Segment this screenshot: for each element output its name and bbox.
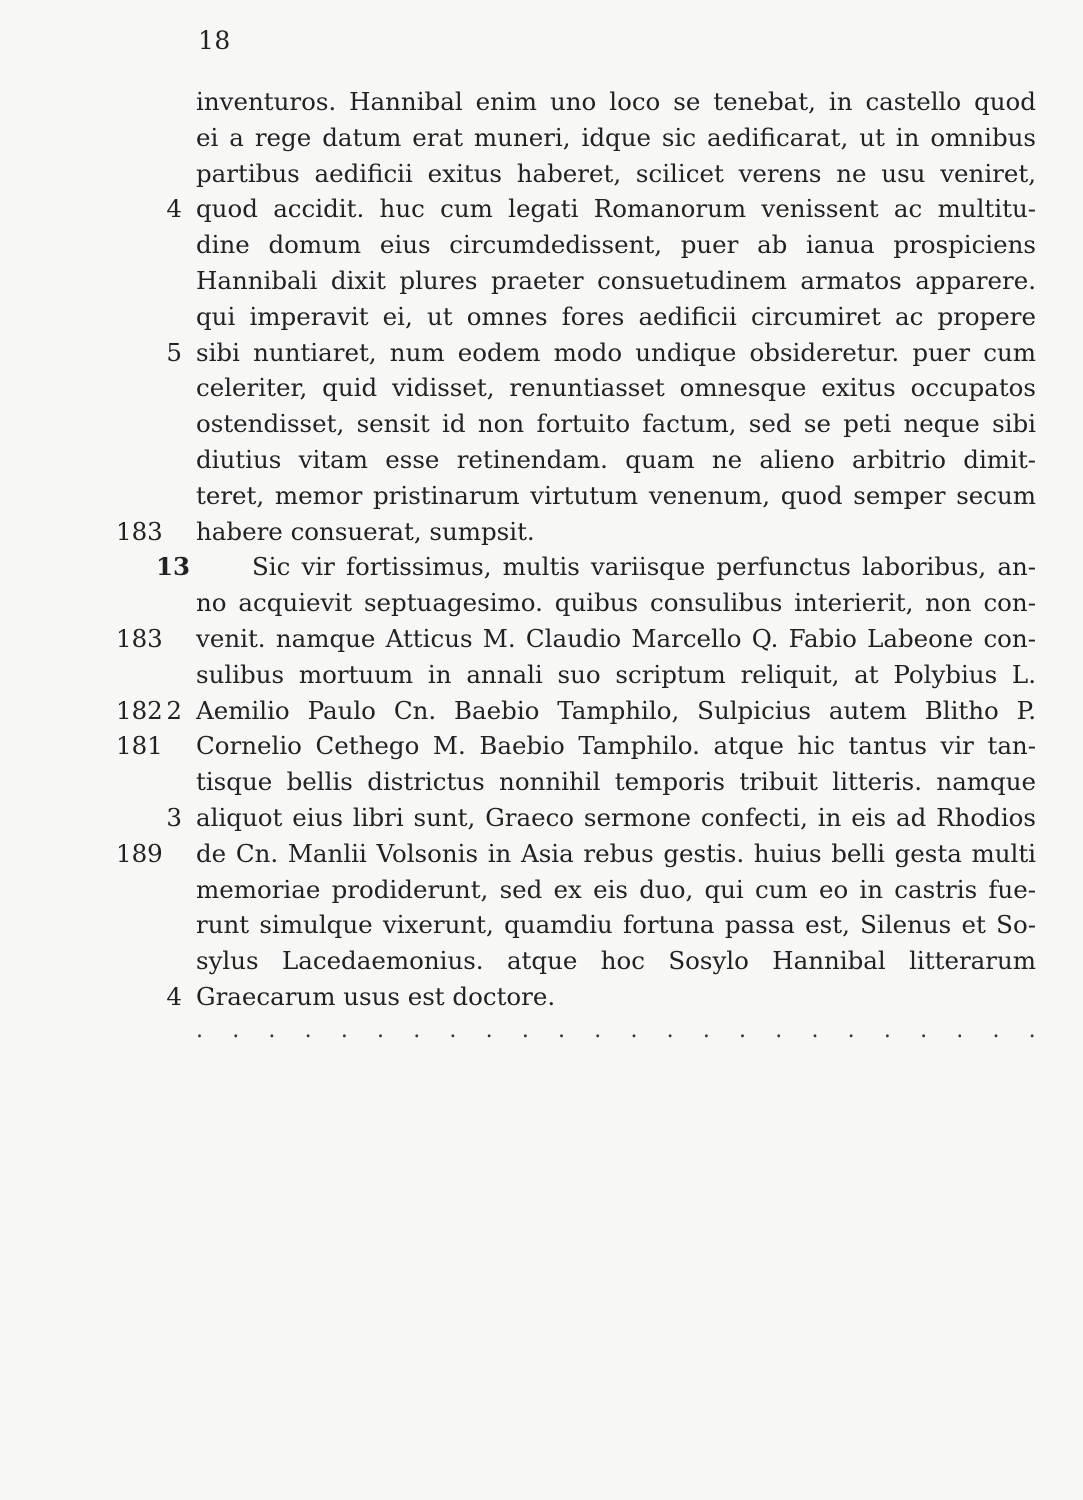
ellipsis-dot: . xyxy=(811,1018,819,1043)
ellipsis-dot: . xyxy=(992,1018,1000,1043)
margin-year: 181 xyxy=(116,731,163,761)
line-text: Hannibali dixit plures praeter consuetudinem armatos apparere. xyxy=(196,265,1036,295)
ellipsis-dot: . xyxy=(739,1018,747,1043)
line-text: diutius vitam esse retinendam. quam ne alieno arbitrio dimit- xyxy=(196,444,1036,474)
text-line xyxy=(0,979,1083,1015)
text-line xyxy=(0,370,1083,406)
text-line xyxy=(0,836,1083,872)
chapter-number: 13 xyxy=(156,552,191,582)
section-number: 4 xyxy=(166,194,182,224)
line-text: sulibus mortuum in annali suo scriptum reliquit, at Polybius L. xyxy=(196,659,1036,689)
text-line xyxy=(0,621,1083,657)
ellipsis-dot: . xyxy=(521,1018,529,1043)
ellipsis-dot: . xyxy=(268,1018,276,1043)
text-line xyxy=(0,585,1083,621)
line-text: de Cn. Manlii Volsonis in Asia rebus gestis. huius belli gesta multi xyxy=(196,838,1036,868)
ellipsis-dot: . xyxy=(883,1018,891,1043)
line-text: dine domum eius circumdedissent, puer ab ianua prospiciens xyxy=(196,230,1036,260)
text-line xyxy=(0,514,1083,550)
line-text: memoriae prodiderunt, sed ex eis duo, qui cum eo in castris fue- xyxy=(196,874,1036,904)
text-line xyxy=(0,728,1083,764)
ellipsis-dot: . xyxy=(630,1018,638,1043)
ellipsis-dot: . xyxy=(956,1018,964,1043)
line-text: Aemilio Paulo Cn. Baebio Tamphilo, Sulpicius autem Blitho P. xyxy=(196,695,1036,725)
section-number: 2 xyxy=(166,695,182,725)
line-text: celeriter, quid vidisset, renuntiasset omnesque exitus occupatos xyxy=(196,373,1036,403)
text-line xyxy=(0,657,1083,693)
ellipsis-dot: . xyxy=(558,1018,566,1043)
text-line xyxy=(0,943,1083,979)
margin-year: 189 xyxy=(116,838,163,868)
text-line xyxy=(0,693,1083,729)
text-line xyxy=(0,120,1083,156)
ellipsis-dot: . xyxy=(702,1018,710,1043)
ellipsis-dot: . xyxy=(449,1018,457,1043)
ellipsis-dot: . xyxy=(413,1018,421,1043)
ellipsis-dot: . xyxy=(847,1018,855,1043)
line-text: aliquot eius libri sunt, Graeco sermone confecti, in eis ad Rhodios xyxy=(196,802,1036,832)
ellipsis-dot: . xyxy=(594,1018,602,1043)
line-text: ei a rege datum erat muneri, idque sic aedificarat, ut in omnibus xyxy=(196,122,1036,152)
section-number: 5 xyxy=(166,337,182,367)
text-line xyxy=(0,191,1083,227)
text-line xyxy=(0,872,1083,908)
ellipsis-dot: . xyxy=(920,1018,928,1043)
text-line xyxy=(0,907,1083,943)
text-line xyxy=(0,263,1083,299)
text-line xyxy=(0,406,1083,442)
ellipsis-dot: . xyxy=(304,1018,312,1043)
line-text: Graecarum usus est doctore. xyxy=(196,981,556,1011)
section-number: 4 xyxy=(166,981,182,1011)
ellipsis-dot: . xyxy=(666,1018,674,1043)
line-text: venit. namque Atticus M. Claudio Marcello Q. Fabio Labeone con- xyxy=(196,623,1036,653)
line-text: no acquievit septuagesimo. quibus consulibus interierit, non con- xyxy=(196,588,1036,618)
text-line xyxy=(0,227,1083,263)
line-text: runt simulque vixerunt, quamdiu fortuna passa est, Silenus et So- xyxy=(196,910,1036,940)
ellipsis-dot: . xyxy=(340,1018,348,1043)
line-text: ostendisset, sensit id non fortuito factum, sed se peti neque sibi xyxy=(196,409,1036,439)
ellipsis-dot: . xyxy=(775,1018,783,1043)
line-text: sibi nuntiaret, num eodem modo undique obsideretur. puer cum xyxy=(196,337,1036,367)
line-text: Sic vir fortissimus, multis variisque perfunctus laboribus, an- xyxy=(252,552,1036,582)
text-line xyxy=(0,478,1083,514)
margin-year: 183 xyxy=(116,623,163,653)
line-text: tisque bellis districtus nonnihil temporis tribuit litteris. namque xyxy=(196,767,1036,797)
text-line xyxy=(0,335,1083,371)
line-text: habere consuerat, sumpsit. xyxy=(196,516,535,546)
text-line xyxy=(0,442,1083,478)
margin-year: 183 xyxy=(116,516,163,546)
text-line xyxy=(0,156,1083,192)
ellipsis-row xyxy=(196,1018,1036,1043)
text-line xyxy=(0,299,1083,335)
text-line xyxy=(0,764,1083,800)
line-text: qui imperavit ei, ut omnes fores aedificii circumiret ac propere xyxy=(196,301,1036,331)
text-line xyxy=(0,549,1083,585)
ellipsis-dot: . xyxy=(1028,1018,1036,1043)
ellipsis-dot: . xyxy=(232,1018,240,1043)
line-text: quod accidit. huc cum legati Romanorum venissent ac multitu- xyxy=(196,194,1036,224)
ellipsis-dot: . xyxy=(377,1018,385,1043)
line-text: Cornelio Cethego M. Baebio Tamphilo. atque hic tantus vir tan- xyxy=(196,731,1036,761)
ellipsis-dot: . xyxy=(196,1018,203,1043)
line-text: sylus Lacedaemonius. atque hoc Sosylo Hannibal litterarum xyxy=(196,946,1036,976)
line-text: partibus aedificii exitus haberet, scilicet verens ne usu veniret, xyxy=(196,158,1036,188)
ellipsis-dot: . xyxy=(485,1018,493,1043)
text-line xyxy=(0,84,1083,120)
text-line xyxy=(0,800,1083,836)
page-number: 18 xyxy=(198,26,231,55)
line-text: inventuros. Hannibal enim uno loco se tenebat, in castello quod xyxy=(196,87,1036,116)
line-text: teret, memor pristinarum virtutum venenum, quod semper secum xyxy=(196,480,1036,510)
margin-year: 182 xyxy=(116,695,163,725)
body-text xyxy=(0,84,1083,1015)
section-number: 3 xyxy=(166,802,182,832)
